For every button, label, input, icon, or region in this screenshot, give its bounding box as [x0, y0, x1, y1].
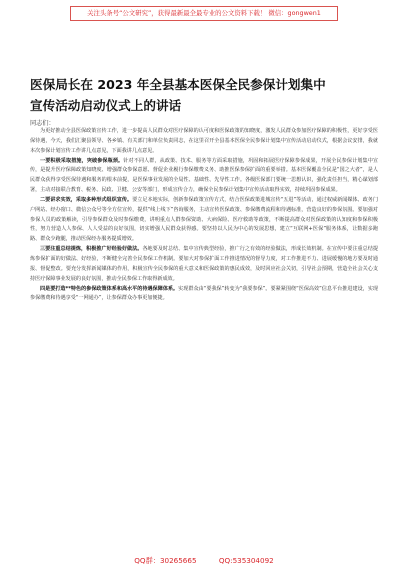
paragraph-text: 要立足本地实际，创新参保政策宣传方式，结合医保政策进城宣传“五进”等活动，通过权威新闻媒体、政务门户网站、经办窗口、微信公众号等全方位宣传，提供“线上线下”咨询服务，主动宣传医保政策、参保缴费流程和待遇标准，营造良好的参保氛围。要加强对参保人员的政策解读，引导参保群众及时参保缴费，讲明重点人群参保资助、大病保险、医疗救助等政策，不断提高群众对医保政策的认知度和参保积极性，努力营造人人参保、人人受益的良好氛围，切实增强人民群众获得感。要坚持以人民为中心的发展思想，建立“互联网+医保”服务体系，让数据多跑路、群众少跑腿，推动医保经办服务提质增效。 — [30, 196, 378, 243]
salutation: 同志们： — [30, 120, 55, 127]
paragraph-point-4 — [30, 285, 378, 305]
paragraph-text: 实现群众由“要我保”转变为“我要参保”。要紧紧围绕“医保高效”信息平台推进建设，实现参保缴费和待遇享受“一网通办”，让参保群众办事更加便捷。 — [30, 285, 378, 302]
paragraph-text: 针对不同人群，从政策、技术、服务等方面采取措施，巩固和拓展医疗保障参保成果，开展全民参保计划集中宣传，是提升医疗保障政策知晓度、增强群众参保意愿、督促企业履行参保缴费义务、助推医保参保扩面的重要举措。基本医保覆盖全民是“国之大者”，是人民群众获得享受医保待遇和服务的根本前提，是医保事业发展的全局性、基础性、先导性工作。各级医保部门要统一思想认识，强化责任担当，精心谋划部署，主动对接联合教育、税务、民政、卫健、公安等部门，形成宣传合力，确保全民参保计划集中宣传活动取得实效，持续巩固参保成果。 — [30, 157, 378, 194]
paragraph-lead: 一要积极采取措施，突破参保瓶颈。 — [40, 157, 124, 164]
paragraph-text: 为更好推动全县医保政策宣传工作，进一步提高人民群众对医疗保障的认可度和医保政策的知晓度，激发人民群众参加医疗保障的积极性，更好享受医保待遇，今天，我们汇聚县领导、各乡镇、有关部门和单位负责同志，在这里召开全县基本医保全民参保计划集中宣传活动启动仪式，根据会议安排，我就本次参保计划宣传工作讲几点意见，下面我讲几点意见。 — [30, 128, 378, 154]
promo-banner[interactable]: 关注头条号“公文研究”，获得最新最全最专业的公文资料下载！ 微信：gongwen1 — [70, 6, 338, 21]
document-title — [30, 74, 378, 116]
paragraph-point-3 — [30, 245, 378, 284]
contact-footer — [0, 556, 408, 566]
paragraph-intro — [30, 127, 378, 157]
title-line-2: 宣传活动启动仪式上的讲话 — [30, 98, 182, 113]
speech-body — [30, 127, 378, 304]
paragraph-lead: 二要讲求实效，采取多种形式组织宣传。 — [40, 196, 133, 203]
title-line-1: 医保局长在 2023 年全县基本医保全民参保计划集中 — [30, 77, 326, 92]
paragraph-point-1 — [30, 157, 378, 196]
paragraph-point-2 — [30, 196, 378, 245]
qq-group-number: QQ群：30265665 — [134, 556, 197, 565]
paragraph-lead: 四是要打造**特色的参保政策体系和高水平的待遇保障体系。 — [40, 285, 179, 292]
paragraph-lead: 三要注重总结提炼，积极推广好经验好做法。 — [40, 246, 143, 253]
paragraph-text: 各地要及时总结、集中宣传典型经验，推广行之有效的经验做法，形成长效机制。在宣传中要注重总结提炼参保扩面的好做法、好经验，不断健全完善全民参保工作机制。要加大对参保扩面工作推进情况的督导力度，对工作推进不力、进展缓慢的地方要及时通报、督促整改。要充分发挥新闻媒体的作用，积极宣传全民参保的重大意义和医保政策的惠民成效，及时回应社会关切，引导社会预期，营造全社会关心支持医疗保障事业发展的良好氛围，推动全民参保工作取得新成效。 — [30, 246, 378, 282]
qq-number: QQ:535304092 — [218, 556, 274, 565]
